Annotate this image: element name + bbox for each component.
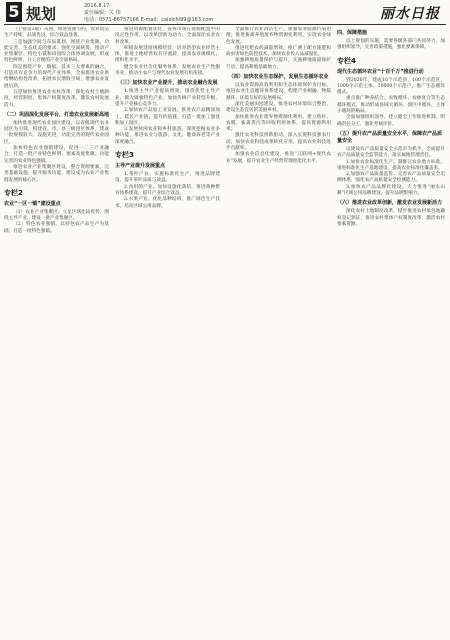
column-4 — [337, 27, 445, 636]
paragraph: 以农业资源高效利用和生态环境保护为目标，推进农业生态循环体系建设，构建产业相融、物质循环、环境友好的发展格局。 — [226, 83, 331, 101]
paragraph: 3.水果产业。优化品种结构，推广绿色生产技术，培育区域公用品牌。 — [115, 197, 220, 209]
section-title: 规划 — [26, 5, 57, 23]
contact-line: 电话：0571-86757166 E-mail：caixichi99@163.com — [84, 17, 214, 23]
sidebar-box-title: 专栏3 — [115, 151, 134, 160]
paragraph: 加快特色农业强镇建设，促进一二三产业融合，打造一批产业特色鲜明、要素高度集聚、功能完善的农业特色强镇。 — [4, 146, 109, 164]
paragraph: 加强耕地质量保护与提升，实施耕地质量保护行动，提高耕地基础地力。 — [226, 58, 331, 70]
paragraph: 以建设农产品质量安全示范市为抓手，全面提升农产品质量安全监管能力，落实属地管理责任。 — [337, 146, 445, 159]
paragraph: 强化农业科技创新驱动，深入实施科技强农行动，加快农业科技成果转化应用，提高农业科技进步贡献率。 — [226, 133, 331, 152]
page-number: 5 — [6, 2, 22, 22]
sidebar-box-subtitle: 主导产业提升发展重点 — [115, 163, 166, 170]
subheading: （三）加快农业产业提升，推动农业融合发展 — [117, 80, 218, 87]
issue-date: 2016.8.17 — [84, 3, 110, 9]
paragraph: 全面推行农业清洁生产，加强农业面源污染治理，推进畜禽养殖废弃物资源化利用，实现农业绿色发展。 — [226, 27, 331, 45]
paragraph: 以上规划的实施，需要各级各部门共同努力，加强组织领导，完善政策措施，强化要素保障。 — [337, 39, 445, 51]
paragraph: 全面加强组织领导，建立健全工作推进机制，明确责任分工，强化考核评价。 — [337, 115, 445, 127]
paragraph: 1.加快农业标准化生产。制修订农业地方标准，推进标准化生产基地建设，提高农业标准化覆盖率。 — [337, 159, 445, 171]
paragraph: （上接第3版）从而，推进资源节约，农业清洁生产持续，品质优良，综合效益显著。 — [4, 27, 109, 39]
paragraph: 五是加快推进农业农村改革，深化农村土地制度、经营制度、集体产权制度改革，激发农村发展活力。 — [4, 89, 109, 108]
subheading: 四、保障措施 — [337, 30, 368, 36]
column-1 — [4, 27, 109, 636]
sidebar-box-title: 专栏2 — [4, 188, 23, 197]
paragraph: （1）农业产业集聚区。立足区域比较优势，围绕主导产业，建设一批产业集聚区。 — [4, 209, 109, 222]
paragraph: 三是加强空间与布局谋划，围绕产业集聚、功能完善、生态优美的要求，强化空间统筹，推动产业集聚区、特色小镇和田园综合体协调发展，形成特色鲜明、分工合理的产业空间格局。 — [4, 39, 109, 64]
subheading: （二）巩固深化发展平台，打造农业发展新高地 — [4, 111, 109, 118]
page-meta — [84, 3, 213, 24]
paragraph: 加快推进农业废弃物资源化利用，建立秸秆、农膜、畜禽粪污等回收利用体系，提高资源利用率。 — [226, 114, 331, 133]
column-2 — [115, 27, 220, 636]
newspaper-masthead: 丽水日报 — [380, 6, 440, 22]
paragraph: 重点推广种养结合、农牧循环、农林复合等生态循环模式，推动形成县域大循环、园区中循环、主体小循环的格局。 — [337, 96, 445, 115]
paragraph: 2.加强农产品质量监管。完善农产品质量安全追溯体系，强化农产品质量安全检测能力。 — [337, 172, 445, 184]
subheading: （六）推进农业改革创新，激发农业发展新活力 — [337, 200, 443, 207]
paragraph: 3.加快农产品品牌化建设。大力推进“丽水山耕”区域公用品牌建设，提升品牌影响力。 — [337, 184, 445, 197]
paragraph: 推进资源配置优化，发挥市场在资源配置中的决定性作用，以改革创新为动力，全面深化农业农村改革。 — [115, 27, 220, 45]
page-header — [0, 0, 450, 26]
paragraph: 深化美丽田园建设，推进农村环境综合整治，建设生态宜居的美丽乡村。 — [226, 101, 331, 114]
editor-line: 责任编辑：关 伟 — [84, 10, 121, 16]
paragraph: （2）特色农业强镇。以特色农产品生产为基础，打造一批特色强镇。 — [4, 222, 109, 234]
paragraph: 3.发展休闲农业和乡村旅游。深度挖掘农业多种功能，推进农业与旅游、文化、健康养老等产业深度融合。 — [115, 127, 220, 145]
paragraph: 2.食用菌产业。加快设施化栽培，推进菌种繁育体系建设，提升产业综合效益。 — [115, 184, 220, 196]
sidebar-box-subtitle: 现代生态循环农业“十百千万”推进行动 — [337, 68, 424, 75]
paragraph: 2.加快农产品加工业发展。推进农产品精深加工，延长产业链，提升价值链，打造一批加工强县和加工园区。 — [115, 108, 220, 126]
column-3 — [226, 27, 331, 636]
sidebar-box-subtitle: 农业“一区一镇”建设重点 — [4, 200, 61, 207]
subheading: （五）提升农产品质量安全水平，保障农产品质量安全 — [337, 130, 443, 144]
paragraph: 健全农业社会化服务体系，发展农业生产性服务业，推动小农户与现代农业发展有机衔接。 — [115, 64, 220, 77]
paragraph: 推进农业产业集聚区建设，整合资源要素，完善基础设施，提升服务功能，建设成为农业产业集群发展的核心区。 — [4, 164, 109, 183]
paragraph: 积极发展适度规模经营，培育新型农业经营主体，推进土地经营权有序流转，提高农业规模化、组织化水平。 — [115, 45, 220, 64]
paragraph: 到2020年，建成10个示范县、100个示范区、1000个示范主体、10000个示范户，推广生态循环模式。 — [337, 77, 445, 96]
paragraph: 加强农业信息化建设，推进“互联网+现代农业”发展，提升农业生产经营管理智能化水平。 — [226, 152, 331, 164]
header-rule — [4, 24, 446, 25]
subheading: （四）加快农业生态保护，发展生态循环农业 — [228, 74, 329, 81]
paragraph: 深化农村土地制度改革，稳步推进农村承包地确权登记颁证，推进农村集体产权制度改革，激活农村要素资源。 — [337, 209, 445, 227]
paragraph: 1.茶叶产业。实施标准化生产，推进品牌建设，提升茶叶品质与效益。 — [115, 172, 220, 184]
paragraph: 加快推进现代农业园区建设，以省级现代农业园区为引领，构建省、市、县三级园区体系，建成一批规模较大、设施先进、功能完善的现代农业园区。 — [4, 120, 109, 145]
paragraph: 1.推进主导产业提质增效。围绕优势主导产业，做大做强特色产业，加快传统产业转型升级，提升产业核心竞争力。 — [115, 89, 220, 107]
paragraph: 四是围绕产业，数据，技术三大要素的融合，打造具有竞争力的现代产业体系，全面推进农业供给侧结构性改革，拓展农民增收空间，增强农业发展后劲。 — [4, 64, 109, 89]
paragraph: 推进化肥农药减量增效，推广测土配方施肥和病虫害绿色防控技术，加快农业投入品减量化。 — [226, 45, 331, 58]
sidebar-box-title: 专栏4 — [337, 56, 356, 65]
